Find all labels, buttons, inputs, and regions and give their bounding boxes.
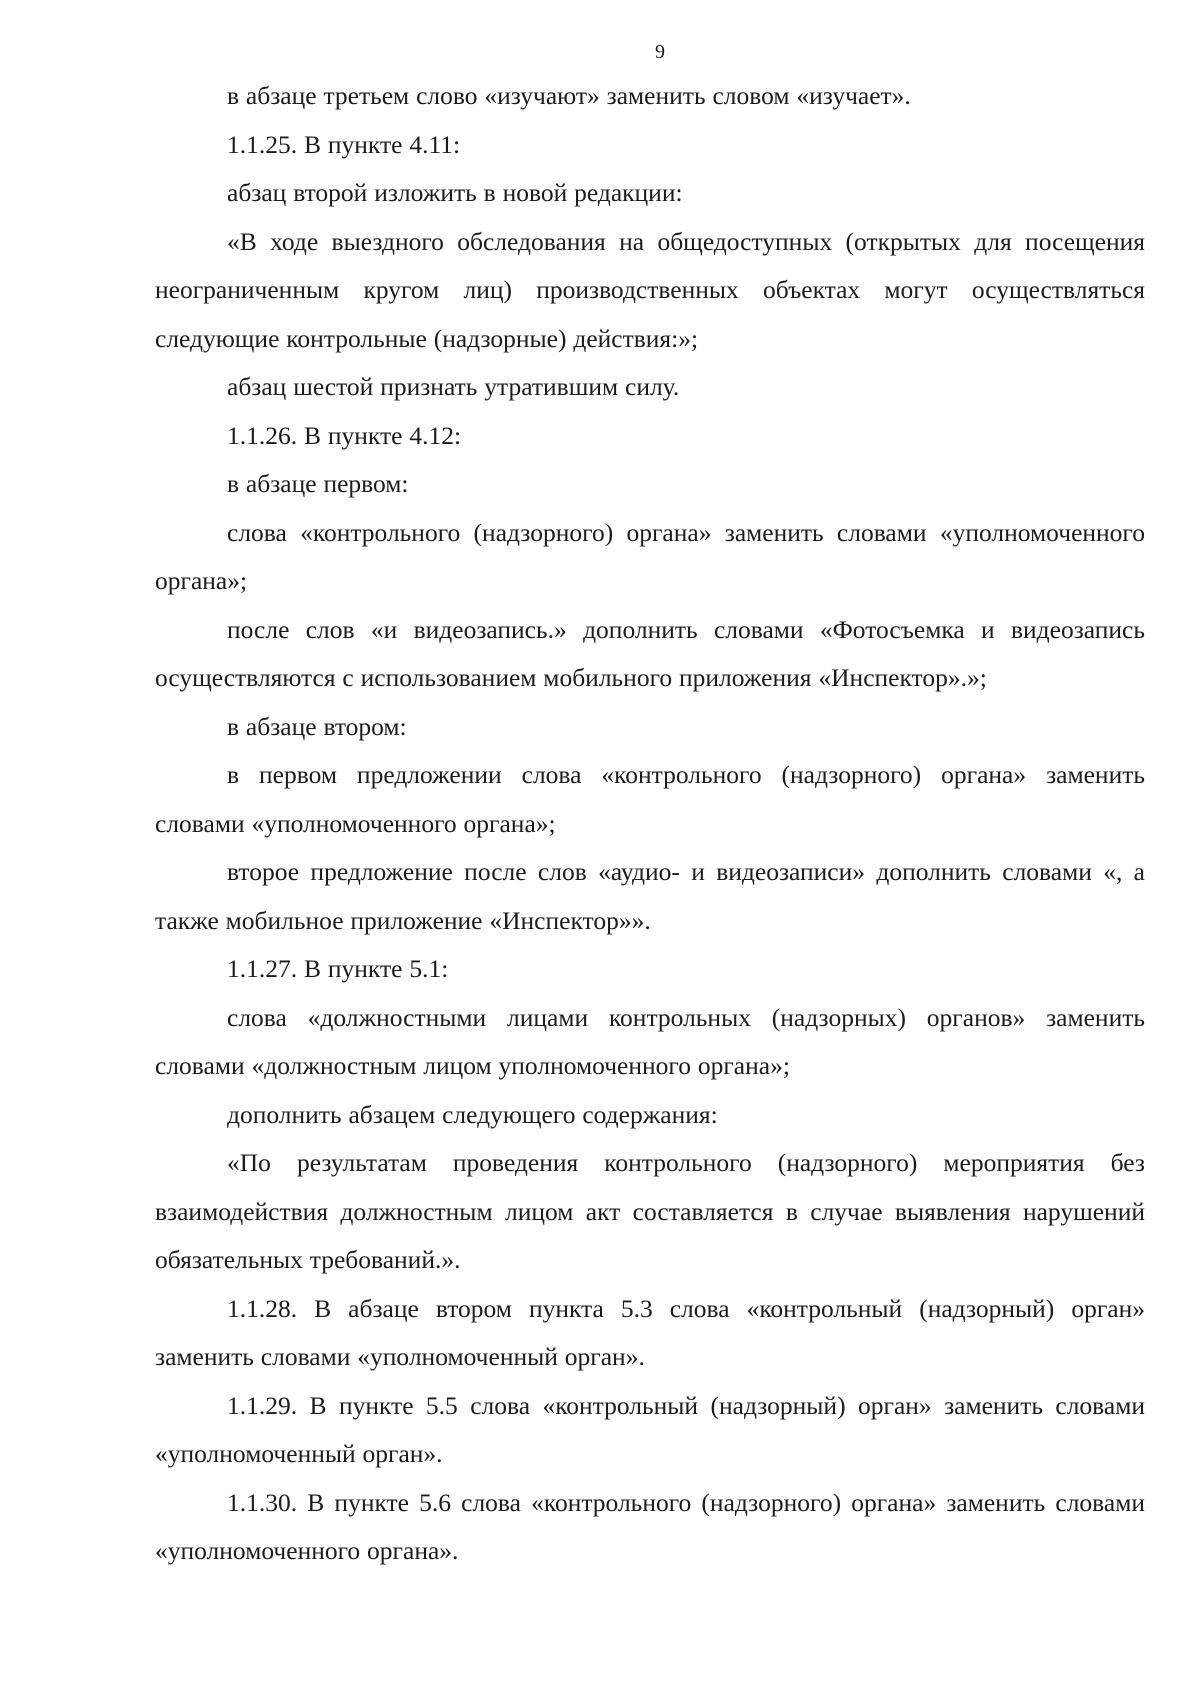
- paragraph: слова «должностными лицами контрольных (надзорных) органов» заменить словами «должностным лицом уполномоченного органа»;: [155, 1002, 1145, 1080]
- paragraph: 1.1.29. В пункте 5.5 слова «контрольный (надзорный) орган» заменить словами «уполномоченный орган».: [155, 1390, 1145, 1468]
- paragraph: в абзаце третьем слово «изучают» заменить словом «изучает».: [227, 81, 911, 110]
- paragraph: 1.1.28. В абзаце втором пункта 5.3 слова «контрольный (надзорный) орган» заменить словами «уполномоченный орган».: [155, 1293, 1145, 1371]
- paragraph: второе предложение после слов «аудио- и видеозаписи» дополнить словами «, а также мобильное приложение «Инспектор»».: [155, 857, 1145, 935]
- paragraph: «По результатам проведения контрольного (надзорного) мероприятия без взаимодействия должностным лицом акт составляется в случае выявления нарушений обязательных требований.».: [155, 1148, 1145, 1274]
- paragraph: 1.1.30. В пункте 5.6 слова «контрольного (надзорного) органа» заменить словами «уполномоченного органа».: [155, 1487, 1145, 1565]
- paragraph: 1.1.26. В пункте 4.12:: [227, 420, 462, 450]
- paragraph: «В ходе выездного обследования на общедоступных (открытых для посещения неограниченным кругом лиц) производственных объектах могут осуществляться следующие контрольные (надзорные) действия:»;: [155, 226, 1145, 353]
- paragraph: абзац шестой признать утратившим силу.: [227, 372, 680, 401]
- paragraph: 1.1.27. В пункте 5.1:: [227, 954, 449, 983]
- paragraph: после слов «и видеозапись.» дополнить словами «Фотосъемка и видеозапись осуществляются с использованием мобильного приложения «Инспектор».»;: [155, 614, 1145, 692]
- paragraph: слова «контрольного (надзорного) органа» заменить словами «уполномоченного органа»;: [155, 517, 1145, 595]
- paragraph: в первом предложении слова «контрольного (надзорного) органа» заменить словами «уполномоченного органа»;: [155, 760, 1145, 838]
- paragraph: в абзаце втором:: [227, 711, 407, 741]
- document-page: [155, 40, 1145, 1576]
- page-number: 9: [655, 41, 665, 63]
- paragraph: абзац второй изложить в новой редакции:: [227, 178, 683, 207]
- paragraph: в абзаце первом:: [227, 469, 409, 498]
- paragraph: 1.1.25. В пункте 4.11:: [227, 129, 461, 159]
- paragraph: дополнить абзацем следующего содержания:: [227, 1099, 718, 1129]
